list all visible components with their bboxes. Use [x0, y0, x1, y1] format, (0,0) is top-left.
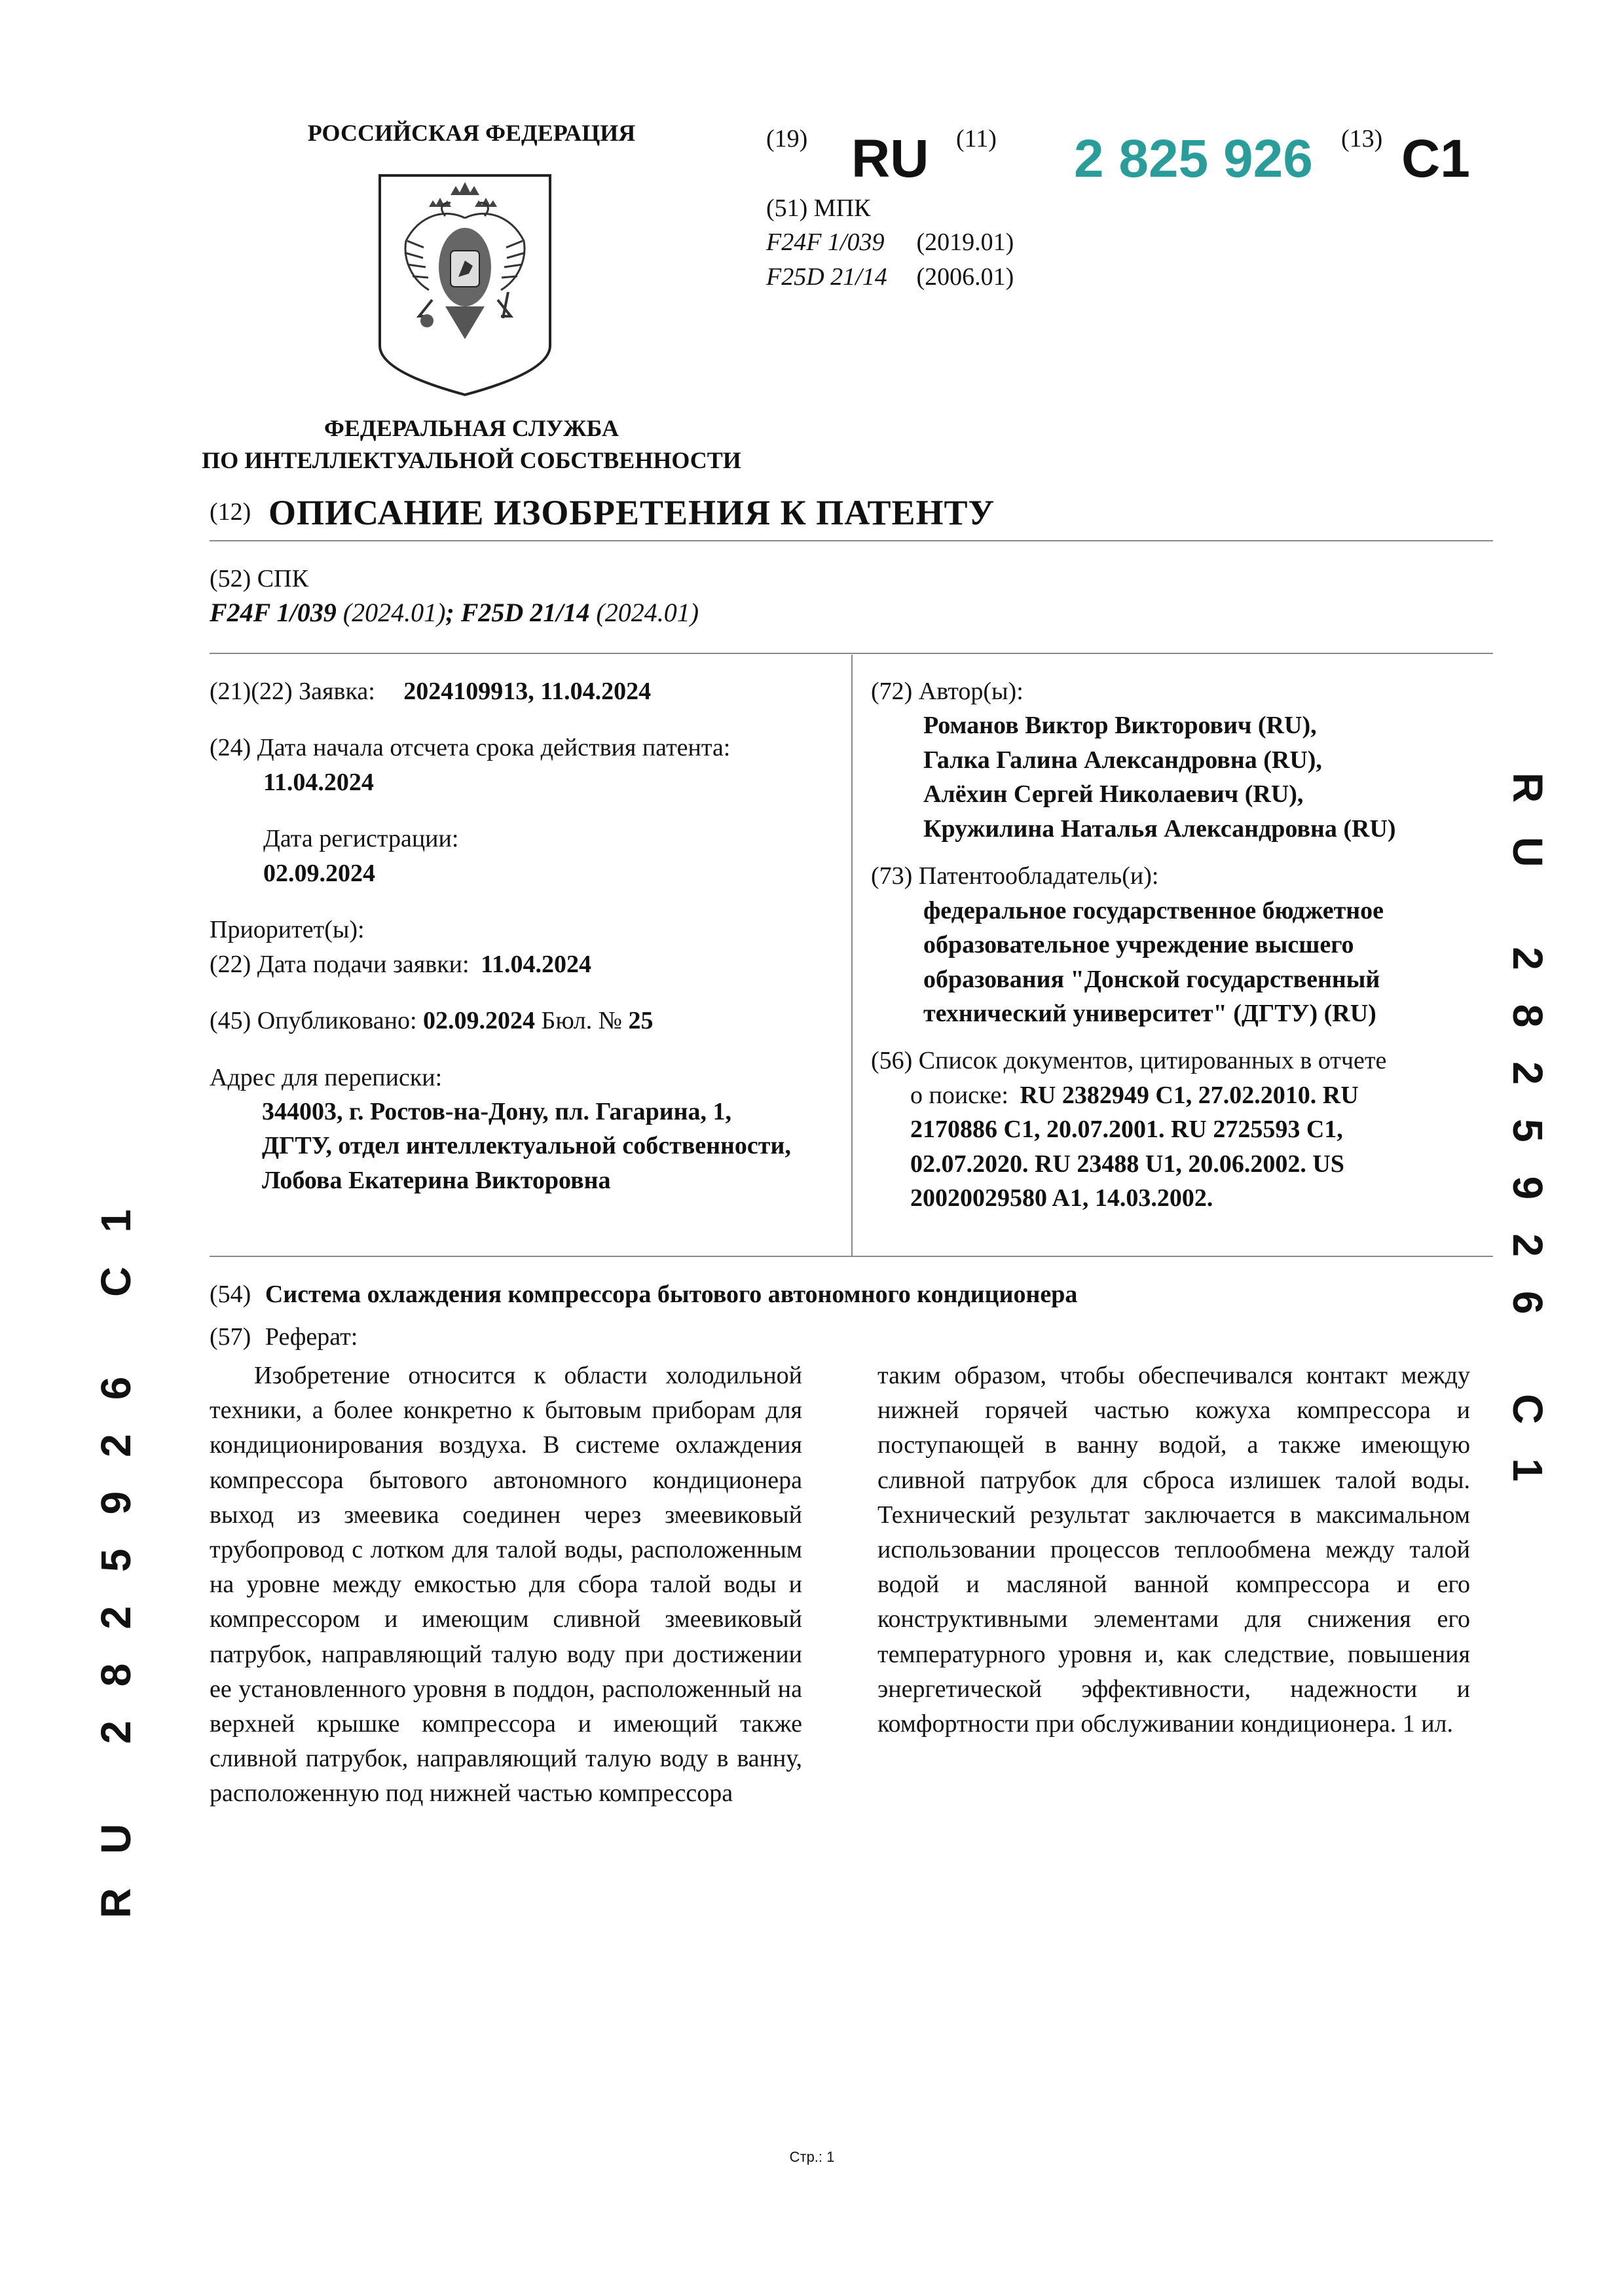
side-patent-id-right: RU 2825926 C1	[1504, 773, 1551, 1516]
publication-value: 02.09.2024	[423, 1007, 536, 1035]
cpc-code: F25D 21/14	[460, 598, 590, 627]
address-line: 344003, г. Ростов-на-Дону, пл. Гагарина, 1,	[262, 1097, 732, 1125]
divider	[210, 653, 1493, 654]
bulletin-label: Бюл. №	[541, 1007, 622, 1035]
country-name: РОССИЙСКАЯ ФЕДЕРАЦИЯ	[307, 120, 636, 146]
publication-row	[210, 1004, 838, 1038]
agency-line-2: ПО ИНТЕЛЛЕКТУАЛЬНОЙ СОБСТВЕННОСТИ	[202, 446, 741, 473]
bibliographic-left	[210, 674, 838, 1197]
author: Галка Галина Александровна (RU),	[923, 746, 1322, 774]
ipc-version: (2019.01)	[916, 228, 1014, 257]
priority-label: Приоритет(ы):	[210, 916, 365, 944]
inid-12: (12)	[210, 498, 251, 526]
term-start-value: 11.04.2024	[263, 768, 374, 796]
application-row	[210, 674, 838, 708]
cpc-codes	[210, 597, 699, 628]
owner-line: федеральное государственное бюджетное	[923, 896, 1384, 924]
invention-title-row	[210, 1280, 1077, 1309]
ipc-line	[766, 260, 1014, 294]
cited-prefix: о поиске:	[910, 1081, 1008, 1109]
author: Романов Виктор Викторович (RU),	[923, 712, 1317, 740]
abstract-label: Реферат:	[265, 1323, 358, 1351]
filing-row	[210, 947, 838, 981]
cited-first-row	[871, 1078, 1513, 1112]
document-title: ОПИСАНИЕ ИЗОБРЕТЕНИЯ К ПАТЕНТУ	[268, 493, 995, 532]
cpc-version: (2024.01)	[589, 598, 699, 627]
inid-54: (54)	[210, 1281, 251, 1308]
address-label: Адрес для переписки:	[210, 1063, 443, 1091]
cited-docs: 02.07.2020. RU 23488 U1, 20.06.2002. US	[910, 1150, 1344, 1178]
coat-of-arms-icon	[367, 169, 563, 398]
registration-label: Дата регистрации:	[263, 825, 459, 853]
patent-number: 2 825 926	[1074, 129, 1313, 189]
divider	[210, 540, 1493, 541]
ipc-line	[766, 225, 1014, 259]
cpc-label: (52) СПК	[210, 565, 308, 592]
application-value: 2024109913, 11.04.2024	[403, 678, 652, 705]
divider	[210, 1256, 1493, 1257]
cited-docs: RU 2382949 C1, 27.02.2010. RU	[1020, 1081, 1359, 1109]
ipc-label: (51) МПК	[766, 194, 871, 222]
filing-label: (22) Дата подачи заявки:	[210, 950, 470, 978]
filing-value: 11.04.2024	[481, 950, 591, 978]
side-patent-id-left: RU 2825926 C1	[92, 1175, 139, 1918]
cpc-separator: ;	[445, 598, 461, 627]
owner-line: технический университет" (ДГТУ) (RU)	[923, 999, 1376, 1027]
inid-11: (11)	[956, 125, 997, 153]
authors-label: (72) Автор(ы):	[871, 678, 1024, 705]
bulletin-value: 25	[628, 1007, 654, 1035]
ipc-block	[766, 191, 1014, 294]
cited-docs: 20020029580 A1, 14.03.2002.	[910, 1184, 1213, 1212]
agency-name	[177, 412, 766, 476]
inid-57: (57)	[210, 1323, 251, 1351]
bibliographic-right	[871, 674, 1513, 1216]
column-divider	[851, 655, 853, 1256]
author: Кружилина Наталья Александровна (RU)	[923, 814, 1396, 843]
registration-value: 02.09.2024	[263, 859, 375, 887]
term-start-label: (24) Дата начала отсчета срока действия патента:	[210, 734, 731, 762]
abstract-text-left: Изобретение относится к области холодильной техники, а более конкретно к бытовым приборам для кондиционирования воздуха. В системе охлаждения компрессора бытового автономного кондиционера выход из змеевика соединен через змеевиковый трубопровод с лотком для талой воды, расположенным на уровне между емкостью для сбора талой воды и компрессором и имеющим сливной змеевиковый патрубок, направляющий талую воду при достижении ее установленного уровня в поддон, расположенный на верхней крышке компрессора и имеющий также сливной патрубок, направляющий талую воду в ванну, расположенную под нижней частью компрессора	[210, 1362, 802, 1808]
invention-title: Система охлаждения компрессора бытового автономного кондиционера	[265, 1281, 1078, 1308]
publication-label: (45) Опубликовано:	[210, 1007, 417, 1035]
application-label: (21)(22) Заявка:	[210, 678, 375, 705]
abstract-text-right: таким образом, чтобы обеспечивался контакт между нижней горячей частью кожуха компрессора и поступающей в ванну водой, а также имеющую сливной патрубок для сброса излишек талой воды. Технический результат заключается в максимальном использовании процессов теплообмена между талой водой и масляной ванной компрессора и его конструктивными элементами для снижения его температурного уровня и, как следствие, повышения энергетической эффективности, надежности и комфортности при обслуживании кондиционера. 1 ил.	[877, 1362, 1470, 1738]
abstract-heading	[210, 1322, 358, 1351]
owner-label: (73) Патентообладатель(и):	[871, 862, 1159, 890]
address-line: Лобова Екатерина Викторовна	[262, 1166, 611, 1194]
inid-13: (13)	[1341, 125, 1383, 153]
owner-line: образовательное учреждение высшего	[923, 931, 1354, 959]
kind-code: C1	[1401, 129, 1470, 189]
cpc-code: F24F 1/039	[210, 598, 337, 627]
owner-line: образования "Донской государственный	[923, 965, 1380, 993]
ipc-version: (2006.01)	[916, 263, 1014, 291]
address-line: ДГТУ, отдел интеллектуальной собственности,	[262, 1132, 791, 1160]
cpc-version: (2024.01)	[336, 598, 446, 627]
cited-docs: 2170886 C1, 20.07.2001. RU 2725593 C1,	[910, 1116, 1343, 1144]
page-number: Стр.: 1	[789, 2149, 835, 2165]
ipc-code: F25D 21/14	[766, 263, 887, 291]
inid-19: (19)	[766, 125, 808, 153]
cited-label: (56) Список документов, цитированных в отчете	[871, 1047, 1387, 1075]
author: Алёхин Сергей Николаевич (RU),	[923, 780, 1304, 809]
country-code: RU	[851, 129, 929, 189]
ipc-code: F24F 1/039	[766, 228, 885, 257]
agency-line-1: ФЕДЕРАЛЬНАЯ СЛУЖБА	[324, 415, 619, 441]
